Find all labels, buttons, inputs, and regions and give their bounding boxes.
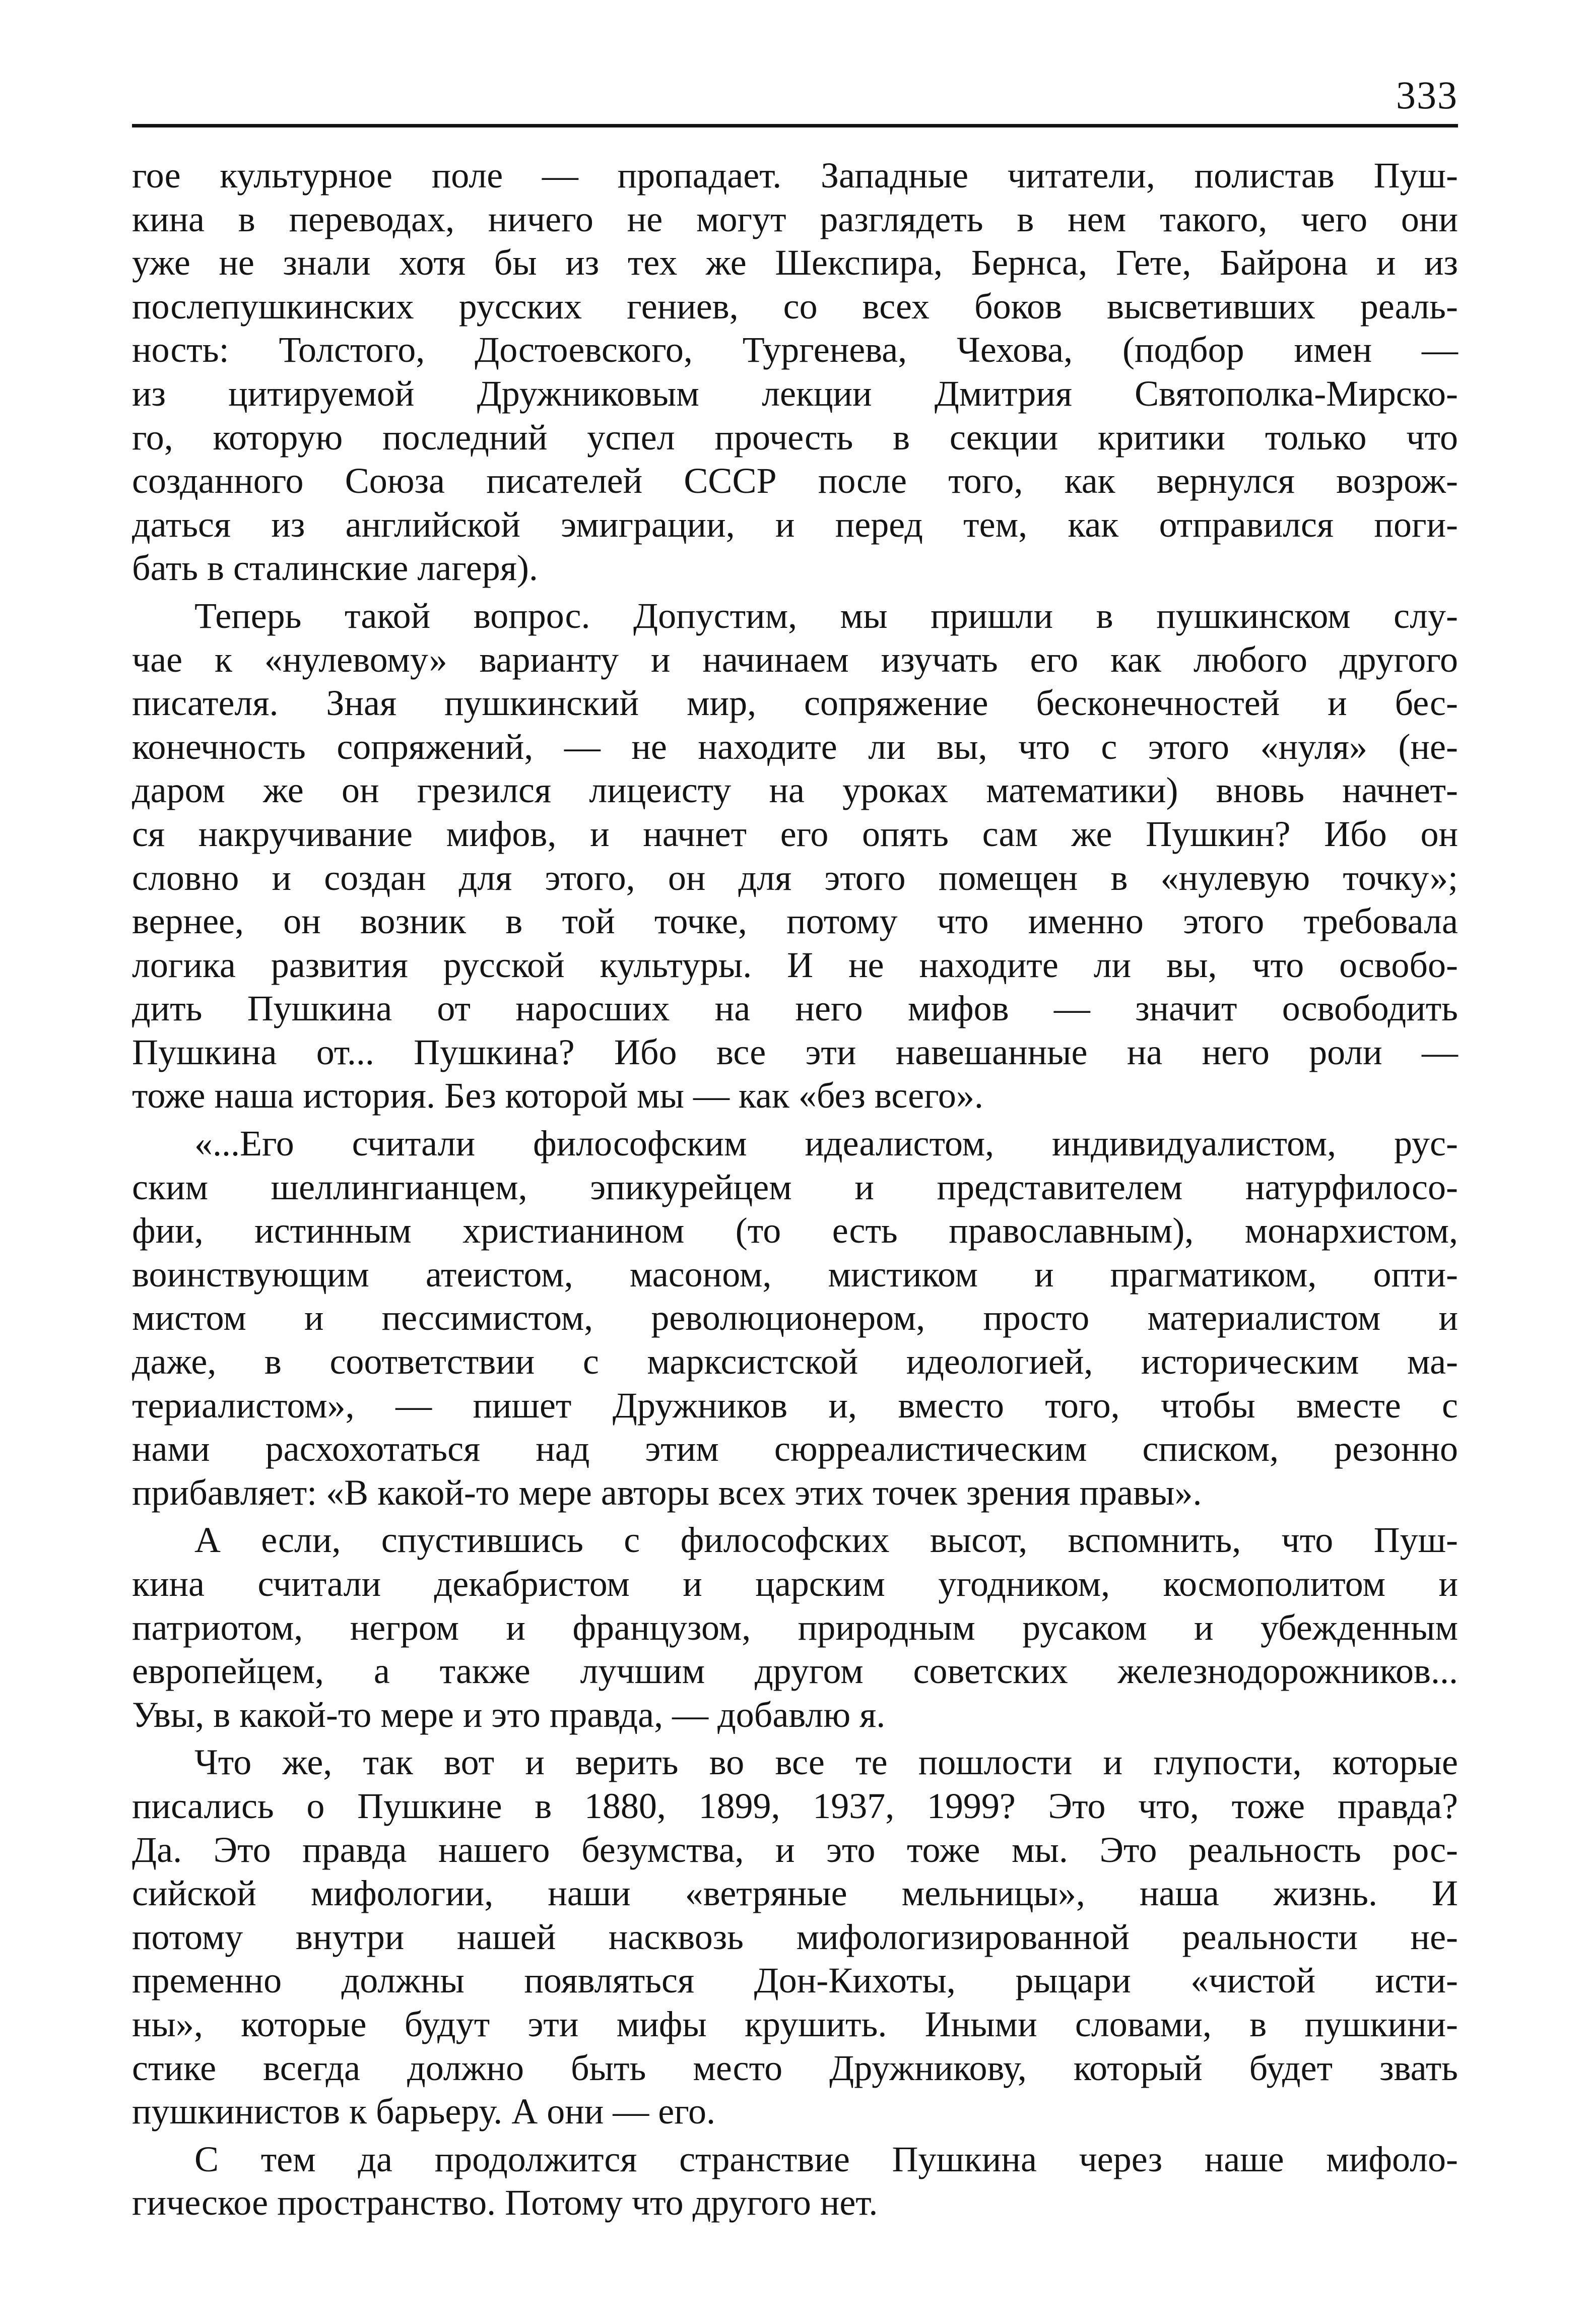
- text-line: уже не знали хотя бы из тех же Шекспира, Бернса, Гете, Байрона и из: [132, 242, 1458, 283]
- paragraph: [132, 1518, 1458, 1736]
- page-number: 333: [1396, 73, 1458, 117]
- body-text: [132, 154, 1458, 2225]
- text-line: даже, в соответствии с марксистской идеологией, историческим ма-: [132, 1341, 1458, 1382]
- text-line: мистом и пессимистом, революционером, просто материалистом и: [132, 1298, 1458, 1338]
- text-line: европейцем, а также лучшим другом советских железнодорожников...: [132, 1651, 1458, 1692]
- text-line: вернее, он возник в той точке, потому что именно этого требовала: [132, 901, 1458, 942]
- text-line: гическое пространство. Потому что другого нет.: [132, 2182, 878, 2223]
- text-line: словно и создан для этого, он для этого помещен в «нулевую точку»;: [132, 857, 1458, 898]
- text-line: териалистом», — пишет Дружников и, вместо того, чтобы вместе с: [132, 1385, 1458, 1426]
- text-line: Пушкина от... Пушкина? Ибо все эти навешанные на него роли —: [132, 1031, 1458, 1072]
- text-line: созданного Союза писателей СССР после того, как вернулся возрож-: [132, 461, 1458, 501]
- text-line: ность: Толстого, Достоевского, Тургенева, Чехова, (подбор имен —: [132, 330, 1458, 370]
- text-line: гое культурное поле — пропадает. Западные читатели, полистав Пуш-: [132, 155, 1458, 196]
- text-line: ским шеллингианцем, эпикурейцем и представителем натурфилосо-: [132, 1167, 1458, 1207]
- text-line: стике всегда должно быть место Дружникову, который будет звать: [132, 2047, 1458, 2088]
- text-line: А если, спустившись с философских высот, вспомнить, что Пуш-: [194, 1520, 1458, 1561]
- text-line: го, которую последний успел прочесть в секции критики только что: [132, 417, 1458, 458]
- paragraph: [132, 594, 1458, 1118]
- text-line: воинствующим атеистом, масоном, мистиком и прагматиком, опти-: [132, 1254, 1458, 1295]
- header-rule: [132, 124, 1458, 127]
- text-line: пушкинистов к барьеру. А они — его.: [132, 2091, 715, 2132]
- text-line: из цитируемой Дружниковым лекции Дмитрия Святополка-Мирско-: [132, 373, 1458, 414]
- text-line: бать в сталинские лагеря).: [132, 548, 538, 589]
- text-line: фии, истинным христианином (то есть православным), монархистом,: [132, 1210, 1458, 1251]
- text-line: послепушкинских русских гениев, со всех боков высветивших реаль-: [132, 286, 1458, 327]
- paragraph-gap: [132, 1118, 1458, 1122]
- text-line: прибавляет: «В какой-то мере авторы всех этих точек зрения правы».: [132, 1472, 1202, 1513]
- text-line: «...Его считали философским идеалистом, индивидуалистом, рус-: [194, 1123, 1458, 1164]
- text-line: нами расхохотаться над этим сюрреалистическим списком, резонно: [132, 1429, 1458, 1469]
- text-line: Увы, в какой-то мере и это правда, — добавлю я.: [132, 1694, 886, 1735]
- paragraph: [132, 154, 1458, 590]
- text-line: даться из английской эмиграции, и перед тем, как отправился поги-: [132, 504, 1458, 545]
- text-line: пременно должны появляться Дон-Кихоты, рыцари «чистой исти-: [132, 1960, 1458, 2001]
- text-line: Что же, так вот и верить во все те пошлости и глупости, которые: [194, 1742, 1458, 1783]
- text-line: ны», которые будут эти мифы крушить. Иными словами, в пушкини-: [132, 2004, 1458, 2044]
- text-line: писались о Пушкине в 1880, 1899, 1937, 1999? Это что, тоже правда?: [132, 1785, 1458, 1826]
- text-line: сийской мифологии, наши «ветряные мельницы», наша жизнь. И: [132, 1873, 1458, 1914]
- text-line: ся накручивание мифов, и начнет его опять сам же Пушкин? Ибо он: [132, 813, 1458, 854]
- paragraph: [132, 1740, 1458, 2133]
- text-line: даром же он грезился лицеисту на уроках математики) вновь начнет-: [132, 770, 1458, 811]
- text-line: кина считали декабристом и царским угодником, космополитом и: [132, 1564, 1458, 1604]
- paragraph-gap: [132, 1736, 1458, 1740]
- paragraph: [132, 1122, 1458, 1514]
- text-line: патриотом, негром и французом, природным русаком и убежденным: [132, 1607, 1458, 1648]
- text-line: Теперь такой вопрос. Допустим, мы пришли в пушкинском слу-: [194, 595, 1458, 636]
- text-line: Да. Это правда нашего безумства, и это тоже мы. Это реальность рос-: [132, 1829, 1458, 1870]
- text-line: тоже наша история. Без которой мы — как «без всего».: [132, 1075, 983, 1116]
- text-line: С тем да продолжится странствие Пушкина через наше мифоло-: [194, 2139, 1458, 2179]
- text-line: писателя. Зная пушкинский мир, сопряжение бесконечностей и бес-: [132, 683, 1458, 724]
- paragraph: [132, 2138, 1458, 2225]
- text-line: потому внутри нашей насквозь мифологизированной реальности не-: [132, 1916, 1458, 1957]
- text-line: кина в переводах, ничего не могут разглядеть в нем такого, чего они: [132, 199, 1458, 239]
- paragraph-gap: [132, 590, 1458, 594]
- paragraph-gap: [132, 2134, 1458, 2138]
- text-line: чае к «нулевому» варианту и начинаем изучать его как любого другого: [132, 639, 1458, 680]
- paragraph-gap: [132, 1514, 1458, 1518]
- text-line: конечность сопряжений, — не находите ли вы, что с этого «нуля» (не-: [132, 726, 1458, 767]
- text-line: дить Пушкина от наросших на него мифов — значит освободить: [132, 988, 1458, 1029]
- text-line: логика развития русской культуры. И не находите ли вы, что освобо-: [132, 944, 1458, 985]
